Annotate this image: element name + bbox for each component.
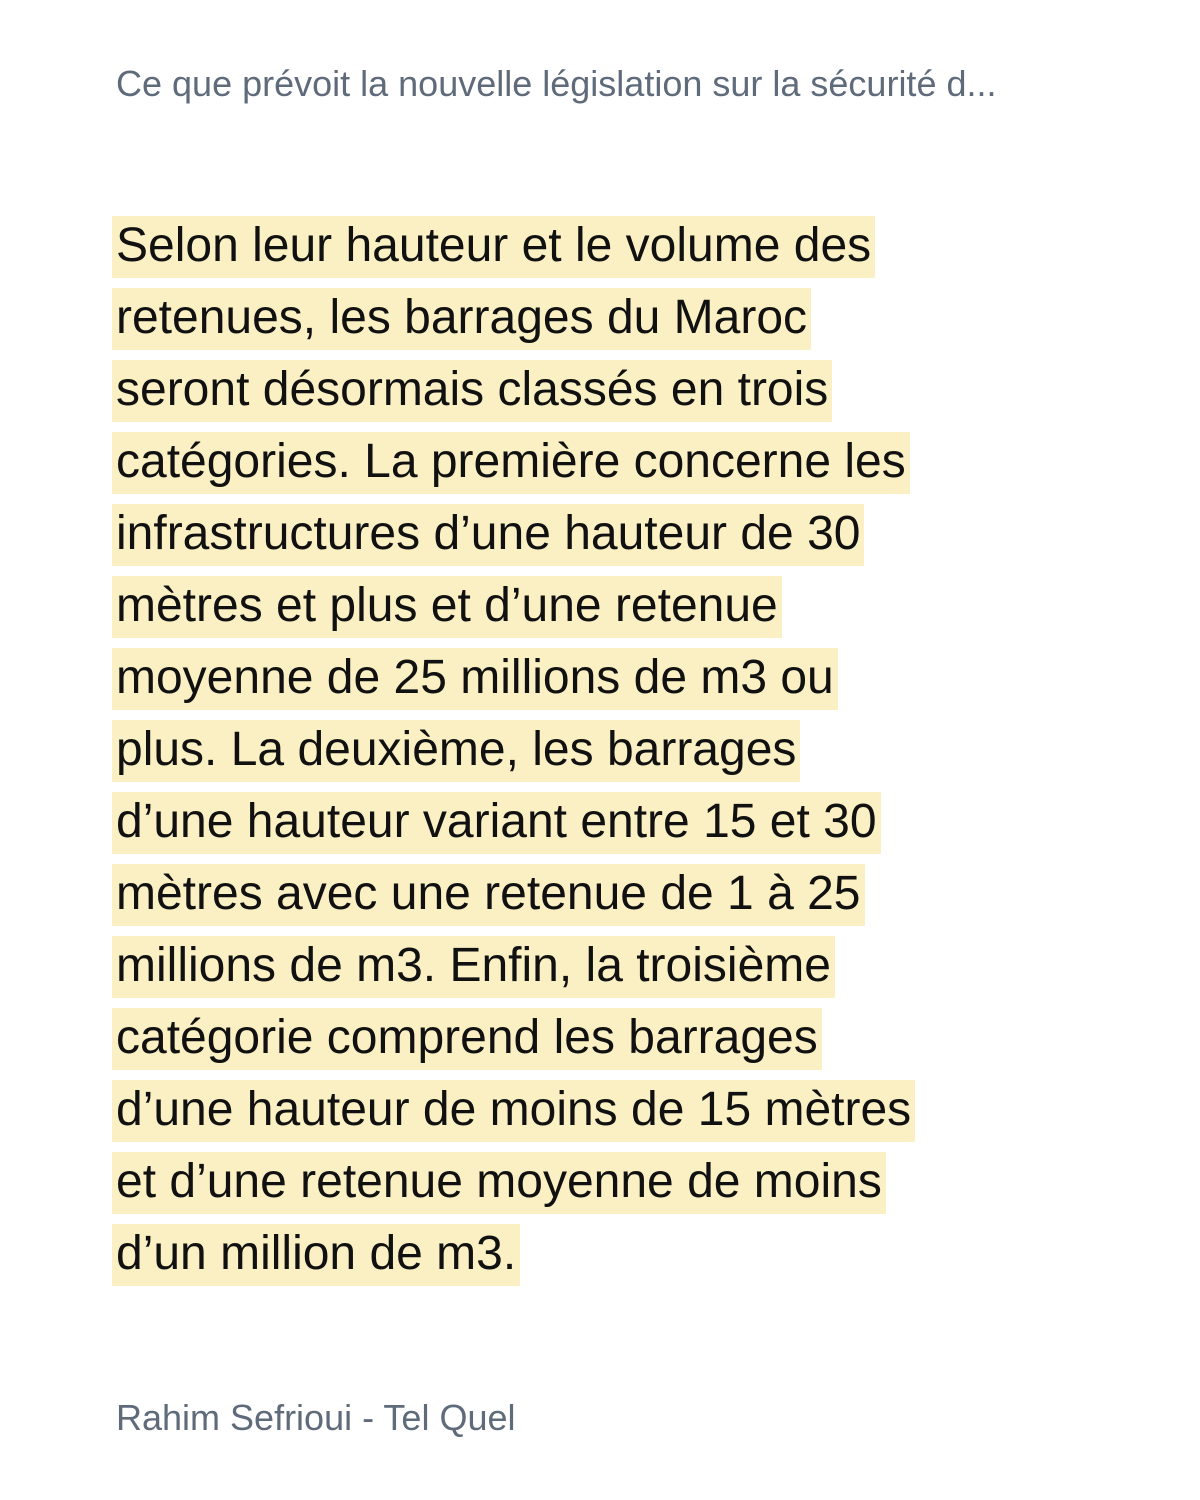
- quote-line: [112, 576, 1072, 648]
- quote-line: [112, 936, 1072, 1008]
- quote-line-text: catégories. La première concerne les: [112, 432, 910, 494]
- highlighted-quote: [112, 216, 1072, 1296]
- quote-line-text: d’une hauteur variant entre 15 et 30: [112, 792, 881, 854]
- quote-line-text: moyenne de 25 millions de m3 ou: [112, 648, 838, 710]
- quote-line-text: et d’une retenue moyenne de moins: [112, 1152, 886, 1214]
- quote-line-text: mètres et plus et d’une retenue: [112, 576, 782, 638]
- quote-line-text: d’un million de m3.: [112, 1224, 520, 1286]
- attribution: Rahim Sefrioui - Tel Quel: [116, 1397, 516, 1438]
- quote-line: [112, 432, 1072, 504]
- quote-line: [112, 216, 1072, 288]
- quote-line: [112, 864, 1072, 936]
- quote-line-text: mètres avec une retenue de 1 à 25: [112, 864, 865, 926]
- quote-line: [112, 720, 1072, 792]
- quote-line: [112, 1224, 1072, 1296]
- quote-line: [112, 288, 1072, 360]
- quote-line-text: retenues, les barrages du Maroc: [112, 288, 811, 350]
- quote-line-text: infrastructures d’une hauteur de 30: [112, 504, 864, 566]
- quote-line: [112, 648, 1072, 720]
- quote-line-text: millions de m3. Enfin, la troisième: [112, 936, 835, 998]
- quote-line: [112, 360, 1072, 432]
- quote-line: [112, 1008, 1072, 1080]
- quote-line: [112, 792, 1072, 864]
- quote-line-text: Selon leur hauteur et le volume des: [112, 216, 875, 278]
- quote-line: [112, 1152, 1072, 1224]
- quote-line-text: catégorie comprend les barrages: [112, 1008, 822, 1070]
- quote-line-text: seront désormais classés en trois: [112, 360, 832, 422]
- quote-line-text: plus. La deuxième, les barrages: [112, 720, 800, 782]
- quote-line: [112, 1080, 1072, 1152]
- quote-line-text: d’une hauteur de moins de 15 mètres: [112, 1080, 915, 1142]
- quote-line: [112, 504, 1072, 576]
- article-title[interactable]: Ce que prévoit la nouvelle législation sur la sécurité d...: [116, 63, 997, 104]
